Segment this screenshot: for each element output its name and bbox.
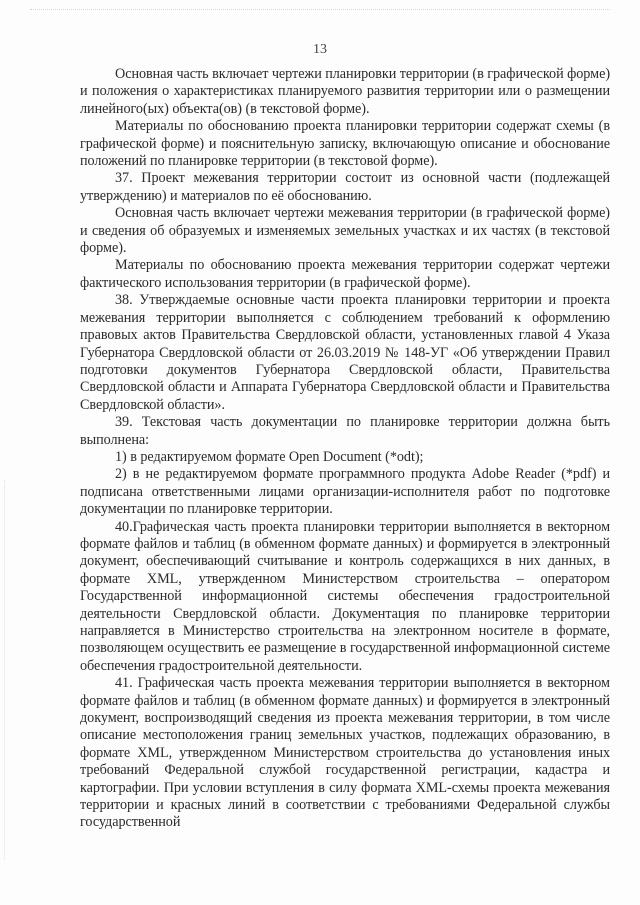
paragraph: 40.Графическая часть проекта планировки территории выполняется в векторном формате файлов и таблиц (в обменном формате данных) и формируется в электронный документ, обеспечивающий считывание и контроль содержащихся в них данных, в формате XML, утвержденном Министерством строительства – оператором Государственной информационной системы обеспечения градостроительной деятельности Свердловской области. Документация по планировке территории направляется в Министерство строительства на электронном носителе в формате, позволяющем осуществить ее размещение в государственной информационной системе обеспечения градостроительной деятельности.	[80, 518, 610, 674]
paragraph: Основная часть включает чертежи межевания территории (в графической форме) и сведения об образуемых и изменяемых земельных участках и их частях (в текстовой форме).	[80, 205, 610, 257]
list-item: 1) в редактируемом формате Open Document (*odt);	[115, 448, 424, 465]
paragraph: 37. Проект межевания территории состоит из основной части (подлежащей утверждению) и материалов по её обоснованию.	[80, 170, 610, 204]
paragraph: Основная часть включает чертежи планировки территории (в графической форме) и положения о характеристиках планируемого развития территории или о размещении линейного(ых) объекта(ов) (в текстовой форме).	[80, 66, 610, 117]
paragraph: Материалы по обоснованию проекта планировки территории содержат схемы (в графической форме) и пояснительную записку, включающую описание и обоснование положений по планировке территории (в текстовой форме).	[80, 118, 610, 170]
page-number: 13	[313, 42, 327, 57]
list-item: 2) в не редактируемом формате программного продукта Adobe Reader (*pdf) и подписана ответственными лицами организации-исполнителя работ по подготовке документации по планировке территории.	[80, 466, 610, 518]
paragraph: Материалы по обоснованию проекта межевания территории содержат чертежи фактического использования территории (в графической форме).	[80, 257, 610, 291]
scan-edge	[30, 9, 610, 10]
scan-margin	[4, 480, 9, 860]
document-body	[80, 66, 610, 832]
paragraph: 39. Текстовая часть документации по планировке территории должна быть выполнена:	[80, 414, 610, 448]
paragraph: 38. Утверждаемые основные части проекта планировки территории и проекта межевания территории выполняется с соблюдением требований к оформлению правовых актов Правительства Свердловской области, установленных главой 4 Указа Губернатора Свердловской области от 26.03.2019 № 148-УГ «Об утверждении Правил подготовки документов Губернатора Свердловской области, Правительства Свердловской области и Аппарата Губернатора Свердловской области и Правительства Свердловской области».	[80, 292, 610, 413]
paragraph: 41. Графическая часть проекта межевания территории выполняется в векторном формате файлов и таблиц (в обменном формате данных) и формируется в электронный документ, воспроизводящий сведения из проекта межевания территории, в том числе описание местоположения границ земельных участков, подлежащих образованию, в формате XML, утвержденном Министерством строительства до установления иных требований Федеральной службой государственной регистрации, кадастра и картографии. При условии вступления в силу формата XML-схемы проекта межевания территории и красных линий в соответствии с требованиями Федеральной службы государственной	[80, 675, 610, 831]
